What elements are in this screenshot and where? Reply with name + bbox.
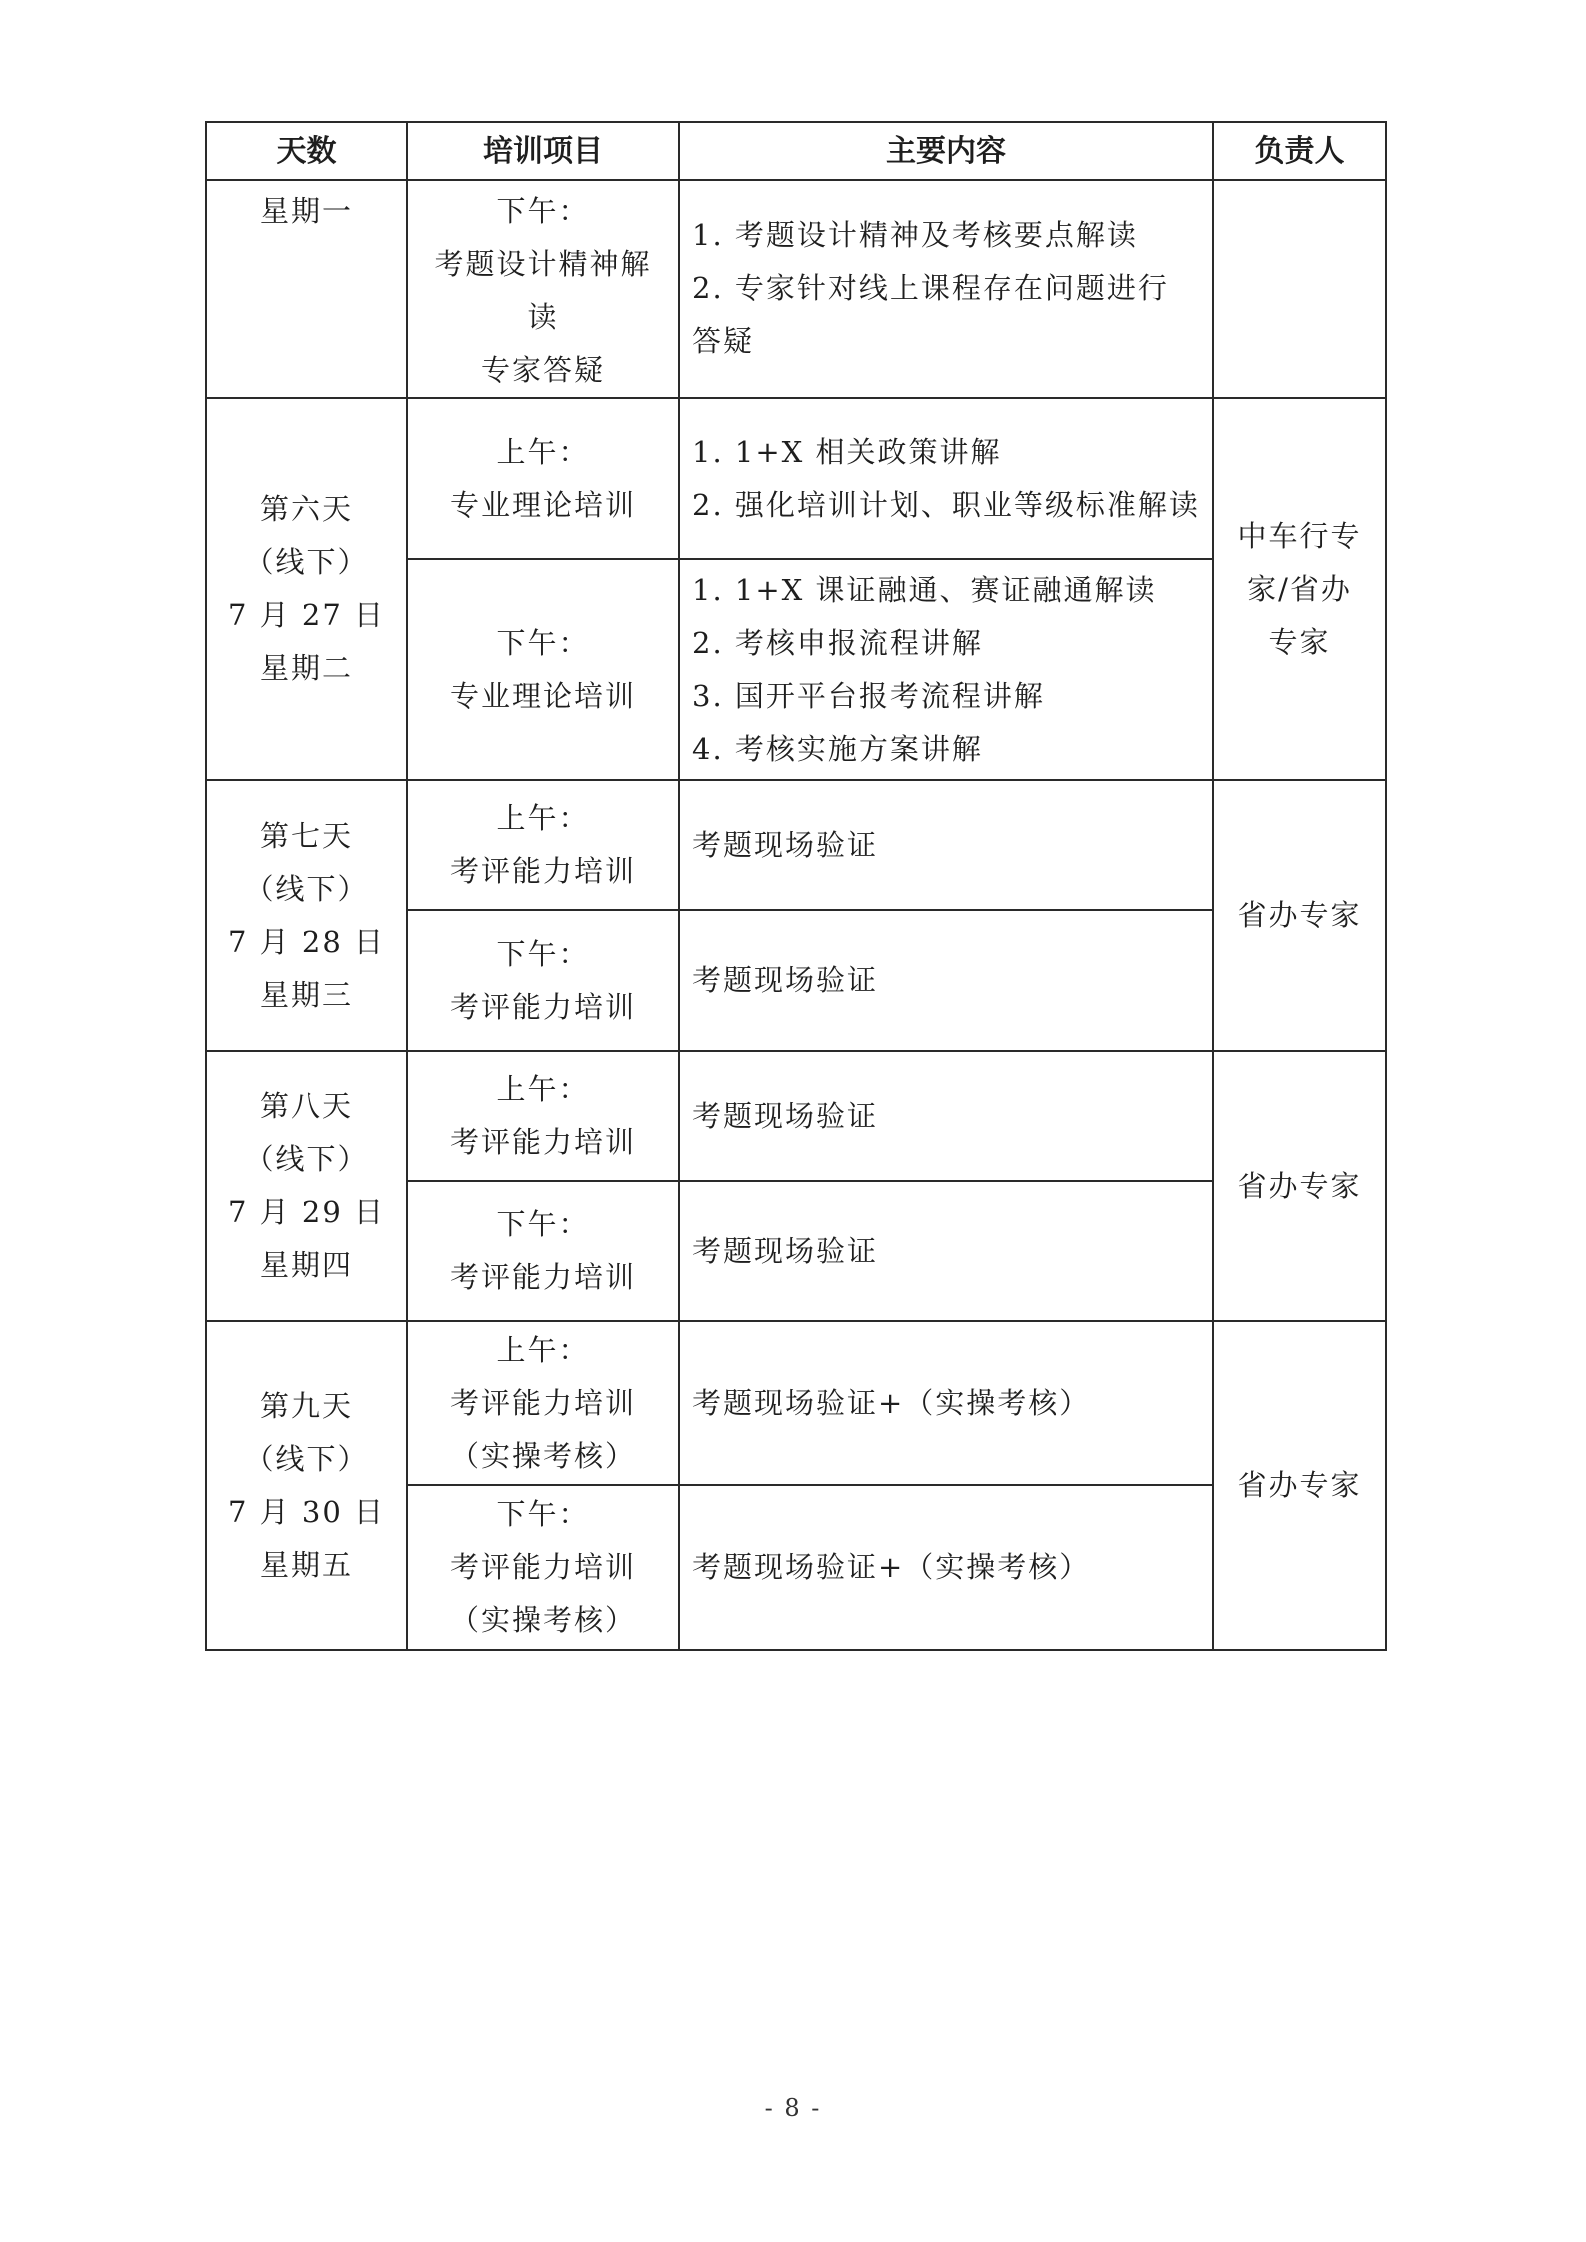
item-cell: 下午： 考评能力培训 （实操考核） bbox=[407, 1485, 679, 1650]
day-cell: 第九天 （线下） 7 月 30 日 星期五 bbox=[206, 1321, 407, 1650]
day-cell: 第八天 （线下） 7 月 29 日 星期四 bbox=[206, 1051, 407, 1321]
header-owner: 负责人 bbox=[1213, 122, 1386, 180]
content-cell: 1. 1+X 课证融通、赛证融通解读 2. 考核申报流程讲解 3. 国开平台报考流程讲解 4. 考核实施方案讲解 bbox=[679, 559, 1213, 780]
day-cell: 第六天 （线下） 7 月 27 日 星期二 bbox=[206, 398, 407, 780]
day-cell: 星期一 bbox=[206, 180, 407, 398]
content-cell: 考题现场验证 bbox=[679, 1051, 1213, 1181]
owner-cell: 省办专家 bbox=[1213, 780, 1386, 1051]
owner-cell bbox=[1213, 180, 1386, 398]
page-number: - 8 - bbox=[764, 2094, 822, 2122]
content-cell: 1. 考题设计精神及考核要点解读 2. 专家针对线上课程存在问题进行 答疑 bbox=[679, 180, 1213, 398]
table-row bbox=[206, 398, 1386, 559]
item-cell: 下午： 考评能力培训 bbox=[407, 910, 679, 1051]
content-cell: 1. 1+X 相关政策讲解 2. 强化培训计划、职业等级标准解读 bbox=[679, 398, 1213, 559]
table-row bbox=[206, 1321, 1386, 1485]
header-content: 主要内容 bbox=[679, 122, 1213, 180]
item-cell: 下午： 考题设计精神解 读 专家答疑 bbox=[407, 180, 679, 398]
content-cell: 考题现场验证+（实操考核） bbox=[679, 1485, 1213, 1650]
table-row bbox=[206, 780, 1386, 910]
owner-cell: 省办专家 bbox=[1213, 1051, 1386, 1321]
table-row bbox=[206, 1051, 1386, 1181]
item-cell: 下午： 专业理论培训 bbox=[407, 559, 679, 780]
table-header-row bbox=[206, 122, 1386, 180]
item-cell: 上午： 考评能力培训 bbox=[407, 780, 679, 910]
item-cell: 上午： 考评能力培训 bbox=[407, 1051, 679, 1181]
training-schedule-table bbox=[205, 121, 1387, 1651]
header-item: 培训项目 bbox=[407, 122, 679, 180]
content-cell: 考题现场验证+（实操考核） bbox=[679, 1321, 1213, 1485]
content-cell: 考题现场验证 bbox=[679, 1181, 1213, 1321]
item-cell: 下午： 考评能力培训 bbox=[407, 1181, 679, 1321]
owner-cell: 省办专家 bbox=[1213, 1321, 1386, 1650]
content-cell: 考题现场验证 bbox=[679, 780, 1213, 910]
day-cell: 第七天 （线下） 7 月 28 日 星期三 bbox=[206, 780, 407, 1051]
header-day: 天数 bbox=[206, 122, 407, 180]
content-cell: 考题现场验证 bbox=[679, 910, 1213, 1051]
table-row bbox=[206, 180, 1386, 398]
owner-cell: 中车行专 家/省办 专家 bbox=[1213, 398, 1386, 780]
item-cell: 上午： 专业理论培训 bbox=[407, 398, 679, 559]
item-cell: 上午： 考评能力培训 （实操考核） bbox=[407, 1321, 679, 1485]
